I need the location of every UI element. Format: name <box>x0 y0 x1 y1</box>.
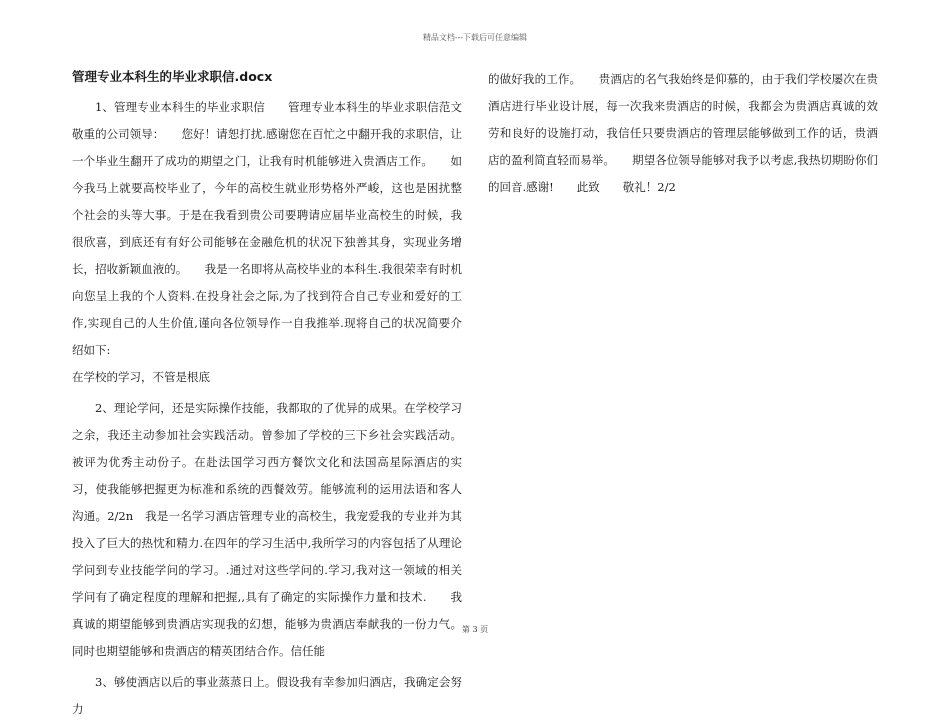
paragraph-5: 的做好我的工作。 贵酒店的名气我始终是仰慕的，由于我们学校屡次在贵酒店进行毕业设计展，每一次我来贵酒店的时候，我都会为贵酒店真诚的效劳和良好的设施打动，我信任只要贵酒店的管理层能够做到工作的话，贵酒店的盈利简直轻而易举。 期望各位领导能够对我予以考虑,我热切期盼你们的回音.感谢! 此致 敬礼！2/2 <box>488 72 878 194</box>
document-title: 管理专业本科生的毕业求职信.docx <box>72 69 273 84</box>
paragraph-3: 2、理论学问，还是实际操作技能，我都取的了优异的成果。在学校学习之余，我还主动参加社会实践活动。曾参加了学校的三下乡社会实践活动。被评为优秀主动份子。在赴法国学习西方餐饮文化和法国高星际酒店的实习，使我能够把握更为标准和系统的西餐效劳。能够流利的运用法语和客人沟通。2/2n 我是一名学习酒店管理专业的高校生，我宠爱我的专业并为其投入了巨大的热忱和精力.在四年的学习生活中,我所学习的内容包括了从理论学问到专业技能学问的学习。.通过对这些学问的.学习,我对这一领域的相关学问有了确定程度的理解和把握,,具有了确定的实际操作力量和技术. 我真诚的期望能够到贵酒店实现我的幻想，能够为贵酒店奉献我的一份力气。同时也期望能够和贵酒店的精英团结合作。信任能 <box>72 401 462 658</box>
page-number: 第 3 页 <box>461 625 489 634</box>
document-right-column <box>488 66 878 201</box>
paragraph-2: 在学校的学习，不管是根底 <box>72 370 210 384</box>
paragraph-4: 3、够使酒店以后的事业蒸蒸日上。假设我有幸参加归酒店，我确定会努力 <box>72 675 462 716</box>
paragraph-1: 1、管理专业本科生的毕业求职信 管理专业本科生的毕业求职信范文 敬重的公司领导： 您好！请恕打扰.感谢您在百忙之中翻开我的求职信，让一个毕业生翻开了成功的期望之门，让我有时机能够进入贵酒店工作。 如今我马上就要高校毕业了，今年的高校生就业形势格外严峻，这也是困扰整个社会的头等大事。于是在我看到贵公司要聘请应届毕业高校生的时候，我很欣喜，到底还有有好公司能够在金融危机的状况下独善其身，实现业务增长，招收新颖血液的。 我是一名即将从高校毕业的本科生.我很荣幸有时机向您呈上我的个人资料.在投身社会之际,为了找到符合自己专业和爱好的工作,实现自己的人生价值,谨向各位领导作一自我推举.现将自己的状况简要介绍如下: <box>72 100 485 357</box>
page-header: 精品文档---下载后可任意编辑 <box>422 33 528 42</box>
